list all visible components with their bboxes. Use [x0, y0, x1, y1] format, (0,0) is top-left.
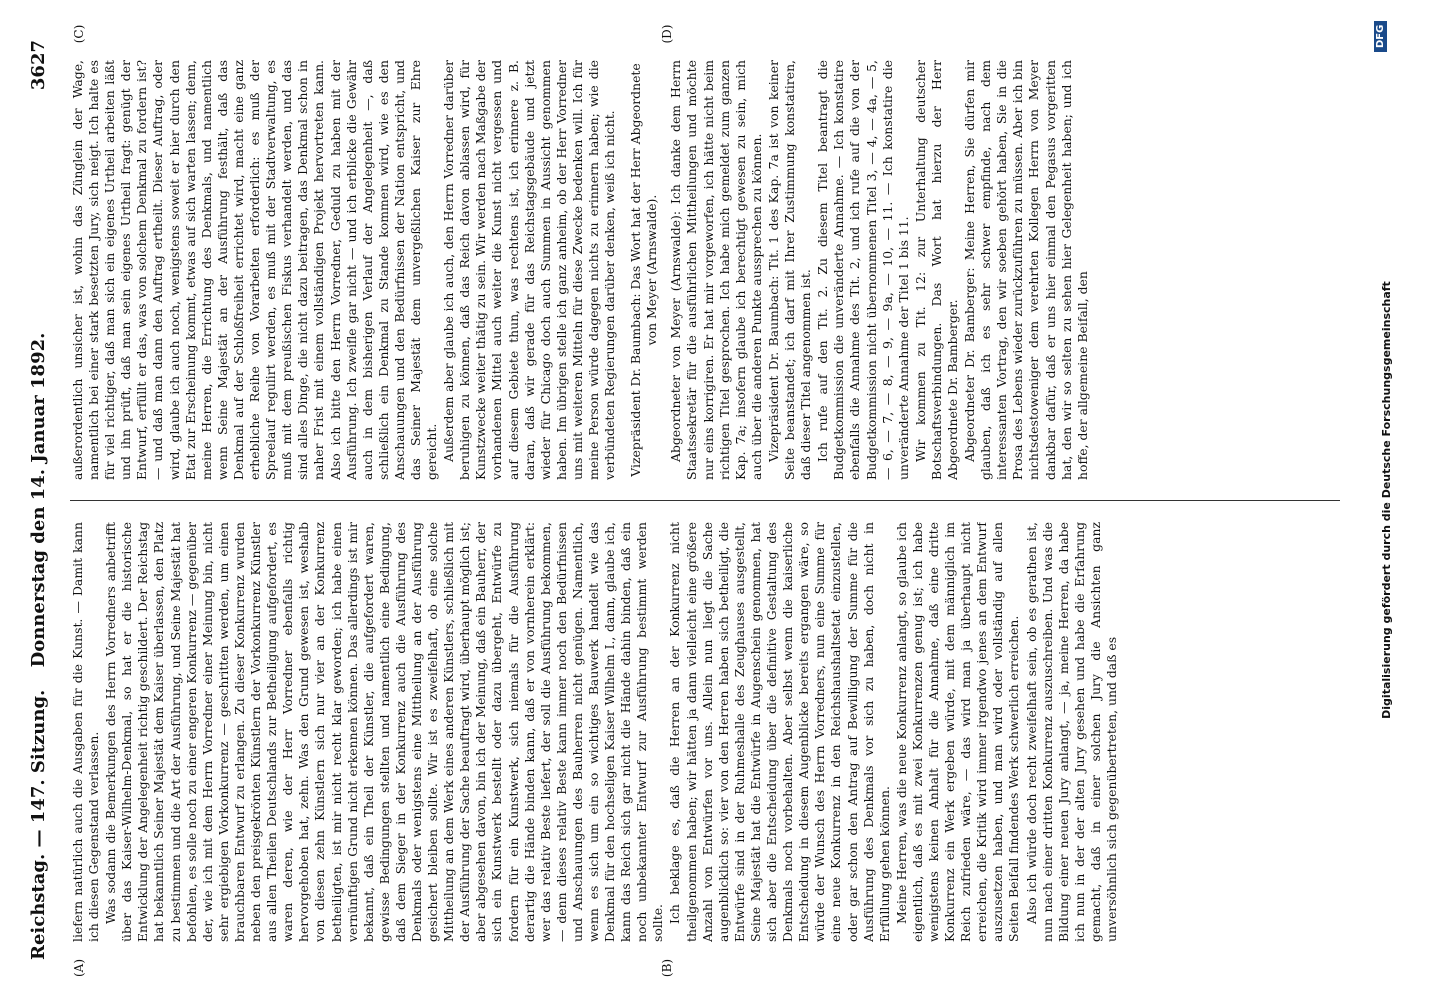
page-number: 3627 [28, 40, 49, 91]
paragraph: Also ich würde doch recht zweifelhaft sein, ob es gerathen ist, nun nach einer dritten Konkurrenz auszuschreiben. Und was die Bildung einer neuen Jury anlangt, — ja, meine Herren, da habe ich nun in der der alten Jury gesehen und habe die Erfahrung gemacht, daß in einer solchen Jury die Ansichten ganz unversöhnlich sich gegenübertreten, und daß es [1023, 522, 1119, 942]
digitization-credit: Digitalisierung gefördert durch die Deutsche Forschungsgemeinschaft [1380, 281, 1393, 719]
paragraph: Außerdem aber glaube ich auch, den Herrn Vorredner darüber beruhigen zu können, daß das Reich davon ablassen wird, für Kunstzwecke weiter thätig zu sein. Wir werden nach Maßgabe der vorhandenen Mittel auch weiter die Kunst nicht vergessen und auf diesem Gebiete thun, was rechtens ist, ich erinnere z. B. daran, daß wir gerade für das Reichstagsgebäude und jetzt wieder für Chicago doch auch Summen in Aussicht genommen haben. Im übrigen stelle ich ganz anheim, ob der Herr Vorredner uns mit weiteren Mitteln für diese Zwecke bedenken will. Ich für meine Person würde dagegen nichts zu erinnern haben; wie die verbündeten Regierungen darüber denken, weiß ich nicht. [441, 60, 618, 480]
paragraph: außerordentlich unsicher ist, wohin das Zünglein der Wage, namentlich bei einer stark besetzten Jury, sich neigt. Ich halte es für viel richtiger, daß man sich ein eigenes Urtheil arbeiten läßt und ihn prüft, daß man sein eigenes Urtheil fragt: genügt der Entwurf, erfüllt er das, was von solchem Denkmal zu fordern ist? — und daß man dann den Auftrag ertheilt. Dieser Auftrag, oder wird, glaube ich auch noch, wenigstens soweit er hier durch den Etat zur Erscheinung kommt, etwas auf sich warten lassen; denn, meine Herren, die Errichtung des Denkmals, und namentlich wenn Seine Majestät an der Ausführung festhält, daß das Denkmal auf der Schloßfreiheit errichtet wird, macht eine ganz erhebliche Reihe von Vorarbeiten erforderlich: es muß der Spreelauf regulirt werden, es muß mit der Stadtverwaltung, es muß mit dem preußischen Fiskus verhandelt werden, und das sind alles Dinge, die nicht dazu beitragen, das Denkmal schon in naher Frist mit einem vollständigen Projekt hervortreten kann. Also ich bitte den Herrn Vorredner, Geduld zu haben mit der Ausführung. Ich zweifle gar nicht — und ich erblicke die Gewähr auch in dem bisherigen Verlauf der Angelegenheit —, daß schließlich ein Denkmal zu Stande kommen wird, wie es den Anschauungen und den Bedürfnissen der Nation entspricht, und das Seiner Majestät dem unvergeßlichen Kaiser zur Ehre gereicht. [70, 60, 440, 480]
margin-mark-b: (B) [660, 958, 674, 978]
paragraph: Wir kommen zu Tit. 12: zur Unterhaltung deutscher Botschaftsverbindungen. Das Wort hat hierzu der Herr Abgeordnete Dr. Bamberger. [912, 60, 960, 480]
column-left [70, 522, 1360, 942]
paragraph: Was sodann die Bemerkungen des Herrn Vorredners anbetrifft über das Kaiser-Wilhelm-Denkmal, so hat er die historische Entwicklung der Angelegenheit richtig geschildert. Der Reichstag hat bekanntlich Seiner Majestät dem Kaiser überlassen, den Platz zu bestimmen und die Art der Ausführung, und Seine Majestät hat befohlen, es solle noch zu einer engeren Konkurrenz — gegenüber der, wie ich mit dem Herrn Vorredner einer Meinung bin, nicht sehr ergiebigen Vorkonkurrenz — geschritten werden, um einen brauchbaren Entwurf zu erlangen. Zu dieser Konkurrenz wurden neben den preisgekrönten Künstlern der Vorkonkurrenz Künstler aus allen Theilen Deutschlands zur Betheiligung aufgefordert, es waren deren, wie der Herr Vorredner ebenfalls richtig hervorgehoben hat, zehn. Was den Grund gewesen ist, weshalb von diesen zehn Künstlern sich nur vier an der Konkurrenz betheiligten, ist mir nicht recht klar geworden; ich habe einen vernünftigen Grund nicht erkennen können. Das allerdings ist mir bekannt, daß ein Theil der Künstler, die aufgefordert waren, gewisse Bedingungen stellten und namentlich eine Bedingung, daß dem Sieger in der Konkurrenz auch die Ausführung des Denkmals oder wenigstens eine Mittheilung an der Ausführung gesichert bleiben sollte. Wir ist es zweifelhaft, ob eine solche Mittheilung an dem Werk eines anderen Künstlers, schließlich mit der Ausführung der Sache beauftragt wird, überhaupt möglich ist; aber abgesehen davon, bin ich der Meinung, daß ein Bauherr, der sich ein Kunstwerk bestellt oder dazu übergeht, Entwürfe zu fordern für ein Kunstwerk, sich niemals für die Ausführung derartig die Hände binden kann, daß er von vornherein erklärt: wer das relativ Beste liefert, der soll die Ausführung bekommen, — denn dieses relativ Beste kann immer noch den Bedürfnissen und Anschauungen des Bauherren nicht genügen. Namentlich, wenn es sich um ein so wichtiges Bauwerk handelt wie das Denkmal für den hochseligen Kaiser Wilhelm I., dann, glaube ich, kann das Reich sich gar nicht die Hände dahin binden, daß ein noch unbekannter Entwurf zur Ausführung bestimmt werden sollte. [103, 522, 666, 942]
paragraph: Ich beklage es, daß die Herren an der Konkurrenz nicht theilgenommen haben; wir hätten ja dann vielleicht eine größere Anzahl von Entwürfen vor uns. Allein nun liegt die Sache augenblicklich so: vier von den Herren haben sich betheiligt, die Entwürfe sind in der Ruhmeshalle des Zeughauses ausgestellt, Seine Majestät hat die Entwürfe in Augenschein genommen, hat sich aber die Entscheidung über die definitive Gestaltung des Denkmals noch vorbehalten. Aber selbst wenn die kaiserliche Entscheidung in diesem Augenblicke bereits ergangen wäre, so würde der Wunsch des Herrn Vorredners, nun eine Summe für eine neue Konkurrenz in den Reichshaushaltsetat einzustellen, oder gar schon den Antrag auf Bewilligung der Summe für die Ausführung des Denkmals vor sich zu haben, doch nicht in Erfüllung gehen können. [667, 522, 892, 942]
paragraph: Ich rufe auf den Tit. 2. Zu diesem Titel beantragt die Budgetkommission die unveränderte Annahme. — Ich konstatire ebenfalls die Annahme des Tit. 2, und ich rufe auf die von der Budgetkommission nicht übernommenen Titel 3, — 4, — 4a, — 5, — 6, — 7, — 8, — 9, — 9a, — 10, — 11. — Ich konstatire die unveränderte Annahme der Titel 1 bis 11. [815, 60, 911, 480]
header-left: Reichstag. — 147. Sitzung. [28, 689, 49, 960]
paragraph: Vizepräsident Dr. Baumbach: Tit. 1 des Kap. 7a ist von keiner Seite beanstandet; ich darf mit Ihrer Zustimmung konstatiren, daß dieser Titel angenommen ist. [765, 60, 814, 480]
column-divider [70, 500, 1340, 501]
paragraph: liefern natürlich auch die Ausgaben für die Kunst. — Damit kann ich diesen Gegenstand verlassen. [70, 522, 102, 942]
column-right [70, 60, 1360, 480]
margin-mark-a: (A) [72, 958, 86, 978]
margin-mark-c: (C) [72, 24, 86, 44]
paragraph: Meine Herren, was die neue Konkurrenz anlangt, so glaube ich eigentlich, daß es mit zwei Konkurrenzen genug ist; ich habe wenigstens keinen Anhalt für die Annahme, daß eine dritte Konkurrenz ein Werk ergeben würde, mit dem männiglich im Reich zufrieden wäre, — das wird man ja überhaupt nicht erreichen, die Kritik wird immer irgendwo jenes an dem Entwurf auszusetzen haben, und man wird oder vollständig auf allen Seiten Beifall findendes Werk schwerlich erreichen. [893, 522, 1022, 942]
paragraph: Abgeordneter von Meyer (Arnswalde): Ich danke dem Herrn Staatssekretär für die ausführlichen Mittheilungen und möchte nur eins korrigiren. Er hat mir vorgeworfen, ich hätte nicht beim richtigen Titel gesprochen. Ich habe mich gemeldet zum ganzen Kap. 7a; insofern glaube ich berechtigt gewesen zu sein, mich auch über die anderen Punkte aussprechen zu können. [668, 60, 764, 480]
dfg-logo: DFG [1374, 21, 1387, 52]
running-header [28, 40, 62, 960]
speaker-line: Vizepräsident Dr. Baumbach: Das Wort hat der Herr Abgeordnete von Meyer (Arnswalde). [628, 63, 660, 477]
paragraph: Abgeordneter Dr. Bamberger: Meine Herren, Sie dürfen mir glauben, daß ich es sehr schwer empfinde, nach dem interessanten Vortrag, den wir soeben gehört haben, Sie in die Prosa des Lebens wieder zurückzuführen zu müssen. Aber ich bin nichtsdestoweniger dem verehrten Kollegen Herrn von Meyer dankbar dafür, daß er uns hier einmal den Pegasus vorgeritten hat, den wir so selten zu sehen hier Gelegenheit haben; und ich hoffe, der allgemeine Beifall, den [962, 60, 1090, 480]
header-date: Donnerstag den 14. Januar 1892. [28, 332, 49, 668]
margin-mark-d: (D) [660, 24, 674, 44]
